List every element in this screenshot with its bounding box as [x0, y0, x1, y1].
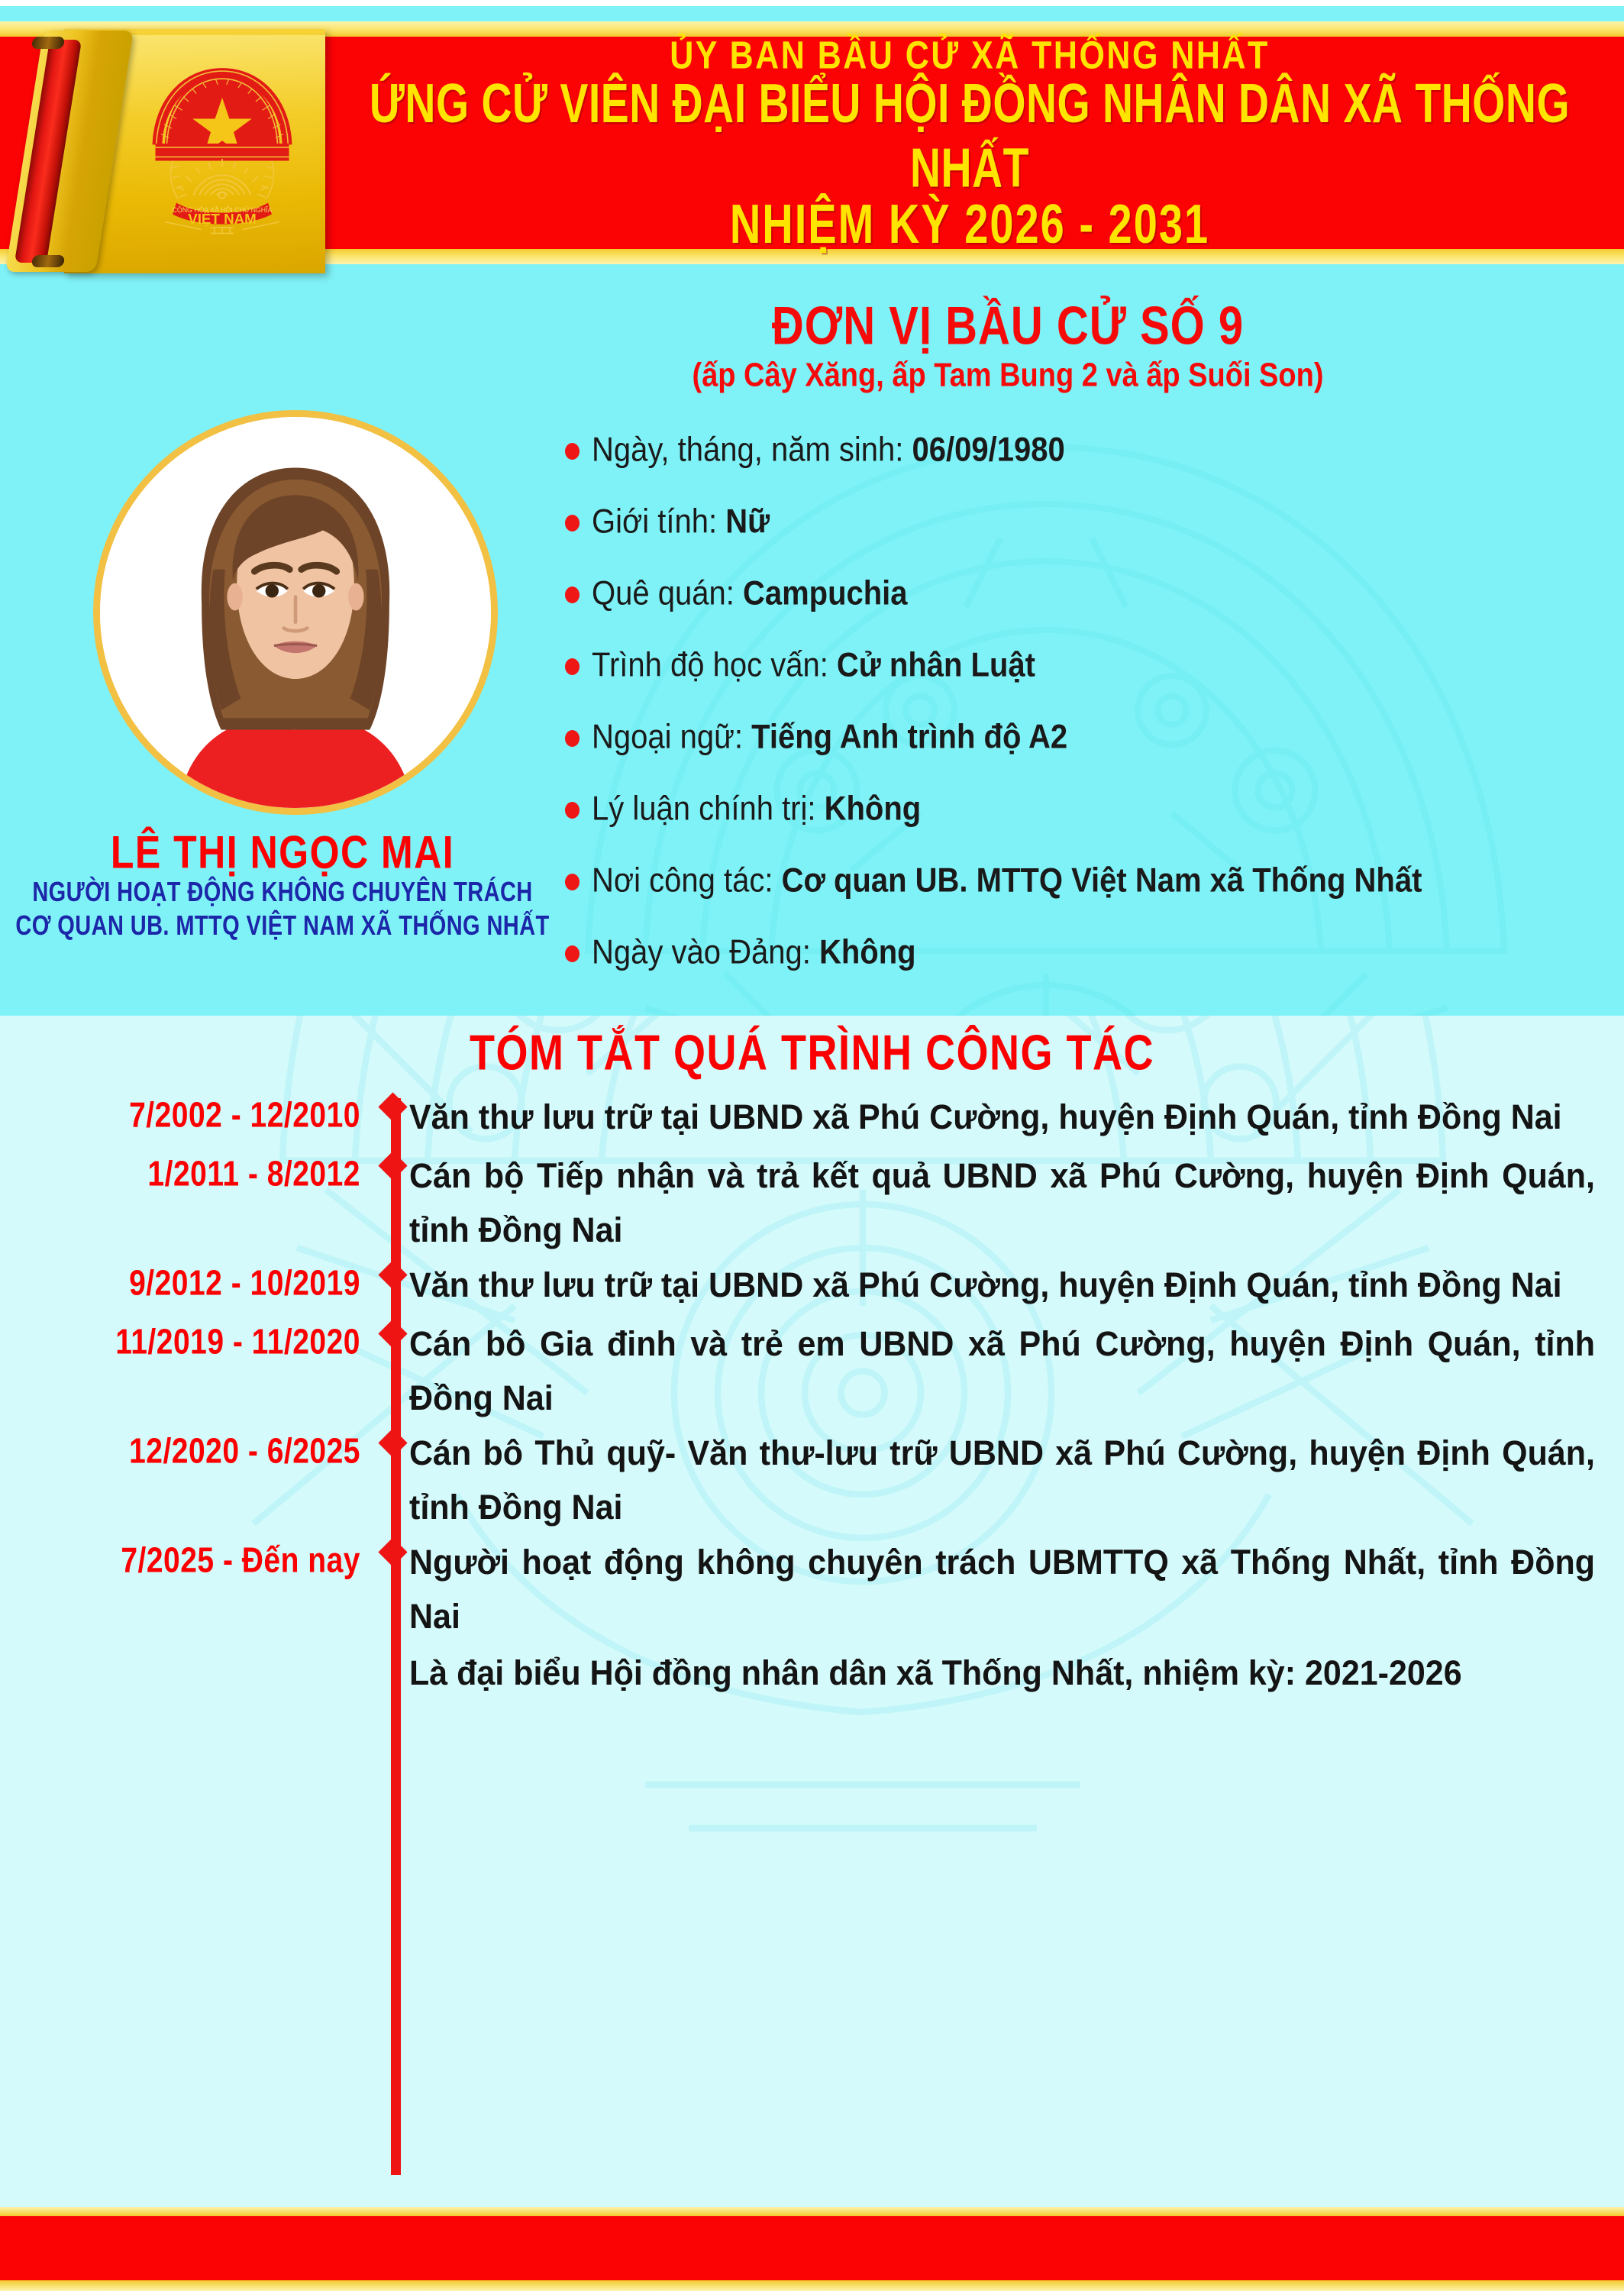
- bullet-dot-icon: [565, 658, 580, 675]
- scroll-ribbon: [12, 29, 325, 273]
- detail-label: Nơi công tác:: [592, 861, 782, 900]
- timeline-paragraph: Là đại biểu Hội đồng nhân dân xã Thống Nhất, nhiệm kỳ: 2021-2026: [409, 1654, 1462, 1694]
- timeline-period: 7/2025 - Đến nay: [121, 1541, 360, 1581]
- detail-label: Ngày vào Đảng:: [592, 933, 819, 971]
- detail-label: Lý luận chính trị:: [592, 790, 825, 828]
- detail-row: [565, 574, 1588, 612]
- bullet-dot-icon: [565, 586, 580, 603]
- poster-footer: [0, 2207, 1624, 2291]
- timeline-paragraph: Người hoạt động không chuyên trách UBMTTQ xã Thống Nhất, tỉnh Đồng Nai: [409, 1543, 1595, 1637]
- bullet-dot-icon: [565, 515, 580, 532]
- candidate-role-line-2: CƠ QUAN UB. MTTQ VIỆT NAM XÃ THỐNG NHẤT: [15, 910, 550, 942]
- timeline-period: 12/2020 - 6/2025: [129, 1432, 360, 1472]
- timeline-diamond-icon: [376, 1257, 409, 1285]
- vietnam-national-emblem-icon: [127, 52, 318, 243]
- timeline-entry: [0, 1148, 1624, 1251]
- detail-text: [592, 645, 1035, 685]
- bullet-dot-icon: [565, 443, 580, 460]
- photo-gold-ring: [93, 410, 498, 815]
- detail-text: [592, 717, 1067, 757]
- detail-label: Giới tính:: [592, 502, 726, 541]
- timeline-diamond-icon: [376, 1534, 409, 1562]
- timeline-description: [409, 1316, 1624, 1425]
- timeline-period: 9/2012 - 10/2019: [129, 1264, 360, 1304]
- candidate-info-section: [0, 286, 1624, 1016]
- detail-text: [592, 789, 921, 829]
- detail-row: [565, 789, 1588, 828]
- timeline-entry: [0, 1257, 1624, 1310]
- detail-row: [565, 430, 1588, 469]
- emblem-banner-text: VIỆT NAM: [188, 211, 257, 227]
- work-history-section: [0, 1016, 1624, 2207]
- portrait-illustration-icon: [100, 417, 491, 808]
- timeline-period: 7/2002 - 12/2010: [129, 1096, 360, 1136]
- detail-text: [592, 861, 1422, 900]
- timeline-period: 11/2019 - 11/2020: [115, 1323, 360, 1362]
- timeline-diamond-icon: [376, 1425, 409, 1453]
- bullet-dot-icon: [565, 874, 580, 890]
- header-text-block: [328, 34, 1611, 255]
- candidate-name: LÊ THỊ NGỌC MAI: [110, 826, 455, 878]
- timeline-paragraph: Văn thư lưu trữ tại UBND xã Phú Cường, huyện Định Quán, tỉnh Đồng Nai: [409, 1265, 1562, 1305]
- timeline-entry: [0, 1534, 1624, 1692]
- emblem-banner-small-text: CỘNG HÒA XÃ HỘI CHỦ NGHĨA: [172, 206, 273, 214]
- bullet-dot-icon: [565, 945, 580, 962]
- timeline-description: [409, 1425, 1624, 1534]
- candidate-role-line-1: NGƯỜI HOẠT ĐỘNG KHÔNG CHUYÊN TRÁCH: [32, 877, 533, 908]
- header-top-white-strip: [0, 0, 1624, 6]
- detail-value: Campuchia: [742, 574, 908, 612]
- work-history-title: TÓM TẮT QUÁ TRÌNH CÔNG TÁC: [470, 1026, 1154, 1081]
- detail-value: Không: [824, 790, 922, 828]
- detail-value: Cơ quan UB. MTTQ Việt Nam xã Thống Nhất: [781, 861, 1422, 900]
- timeline-period: 1/2011 - 8/2012: [147, 1155, 360, 1194]
- bullet-dot-icon: [565, 730, 580, 747]
- footer-gold-bottom-border: [0, 2280, 1624, 2291]
- detail-row: [565, 645, 1588, 684]
- timeline-rows: [0, 1089, 1624, 1698]
- timeline-entry: [0, 1089, 1624, 1142]
- poster-header: [0, 0, 1624, 286]
- detail-value: Không: [818, 933, 916, 971]
- header-organization: ỦY BAN BẦU CỬ XÃ THỐNG NHẤT: [670, 34, 1270, 78]
- detail-label: Ngoại ngữ:: [592, 718, 752, 756]
- detail-label: Quê quán:: [592, 574, 743, 612]
- timeline-entry: [0, 1425, 1624, 1528]
- bullet-dot-icon: [565, 802, 580, 819]
- candidate-details-list: [565, 430, 1588, 1004]
- detail-value: Tiếng Anh trình độ A2: [751, 718, 1068, 756]
- timeline-paragraph: Cán bộ Tiếp nhận và trả kết quả UBND xã Phú Cường, huyện Định Quán, tỉnh Đồng Nai: [409, 1156, 1595, 1249]
- detail-value: Cử nhân Luật: [836, 646, 1035, 684]
- timeline-diamond-icon: [376, 1148, 409, 1176]
- constituency-title: ĐƠN VỊ BẦU CỬ SỐ 9: [771, 295, 1245, 357]
- detail-row: [565, 502, 1588, 541]
- constituency-subtitle: (ấp Cây Xăng, ấp Tam Bung 2 và ấp Suối Son): [692, 357, 1324, 395]
- timeline-description: [409, 1534, 1624, 1701]
- page-title: ỨNG CỬ VIÊN ĐẠI BIỂU HỘI ĐỒNG NHÂN DÂN XÃ THỐNG NHẤT: [369, 71, 1571, 199]
- header-term: NHIỆM KỲ 2026 - 2031: [729, 192, 1210, 255]
- detail-text: [592, 502, 770, 541]
- detail-label: Trình độ học vấn:: [592, 646, 837, 684]
- detail-row: [565, 717, 1588, 756]
- detail-text: [592, 430, 1065, 470]
- detail-text: [592, 574, 908, 613]
- footer-gold-top-border: [0, 2207, 1624, 2216]
- scroll-roll-cap-bottom: [31, 255, 66, 267]
- timeline-paragraph: Cán bô Thủ quỹ- Văn thư-lưu trữ UBND xã Phú Cường, huyện Định Quán, tỉnh Đồng Nai: [409, 1433, 1595, 1527]
- footer-red-bar: [0, 2216, 1624, 2280]
- detail-row: [565, 861, 1588, 900]
- scroll-roll-cap-top: [31, 37, 66, 49]
- timeline-description: [409, 1089, 1624, 1145]
- timeline-diamond-icon: [376, 1089, 409, 1117]
- detail-row: [565, 932, 1588, 971]
- timeline-paragraph: Văn thư lưu trữ tại UBND xã Phú Cường, huyện Định Quán, tỉnh Đồng Nai: [409, 1097, 1562, 1137]
- timeline-diamond-icon: [376, 1316, 409, 1344]
- timeline-paragraph: Cán bô Gia đinh và trẻ em UBND xã Phú Cường, huyện Định Quán, tỉnh Đồng Nai: [409, 1324, 1595, 1417]
- timeline-description: [409, 1257, 1624, 1313]
- detail-value: Nữ: [725, 502, 770, 541]
- detail-text: [592, 932, 916, 972]
- timeline-description: [409, 1148, 1624, 1257]
- candidate-photo: [93, 410, 498, 815]
- detail-value: 06/09/1980: [912, 431, 1065, 469]
- detail-label: Ngày, tháng, năm sinh:: [592, 431, 912, 469]
- timeline-entry: [0, 1316, 1624, 1419]
